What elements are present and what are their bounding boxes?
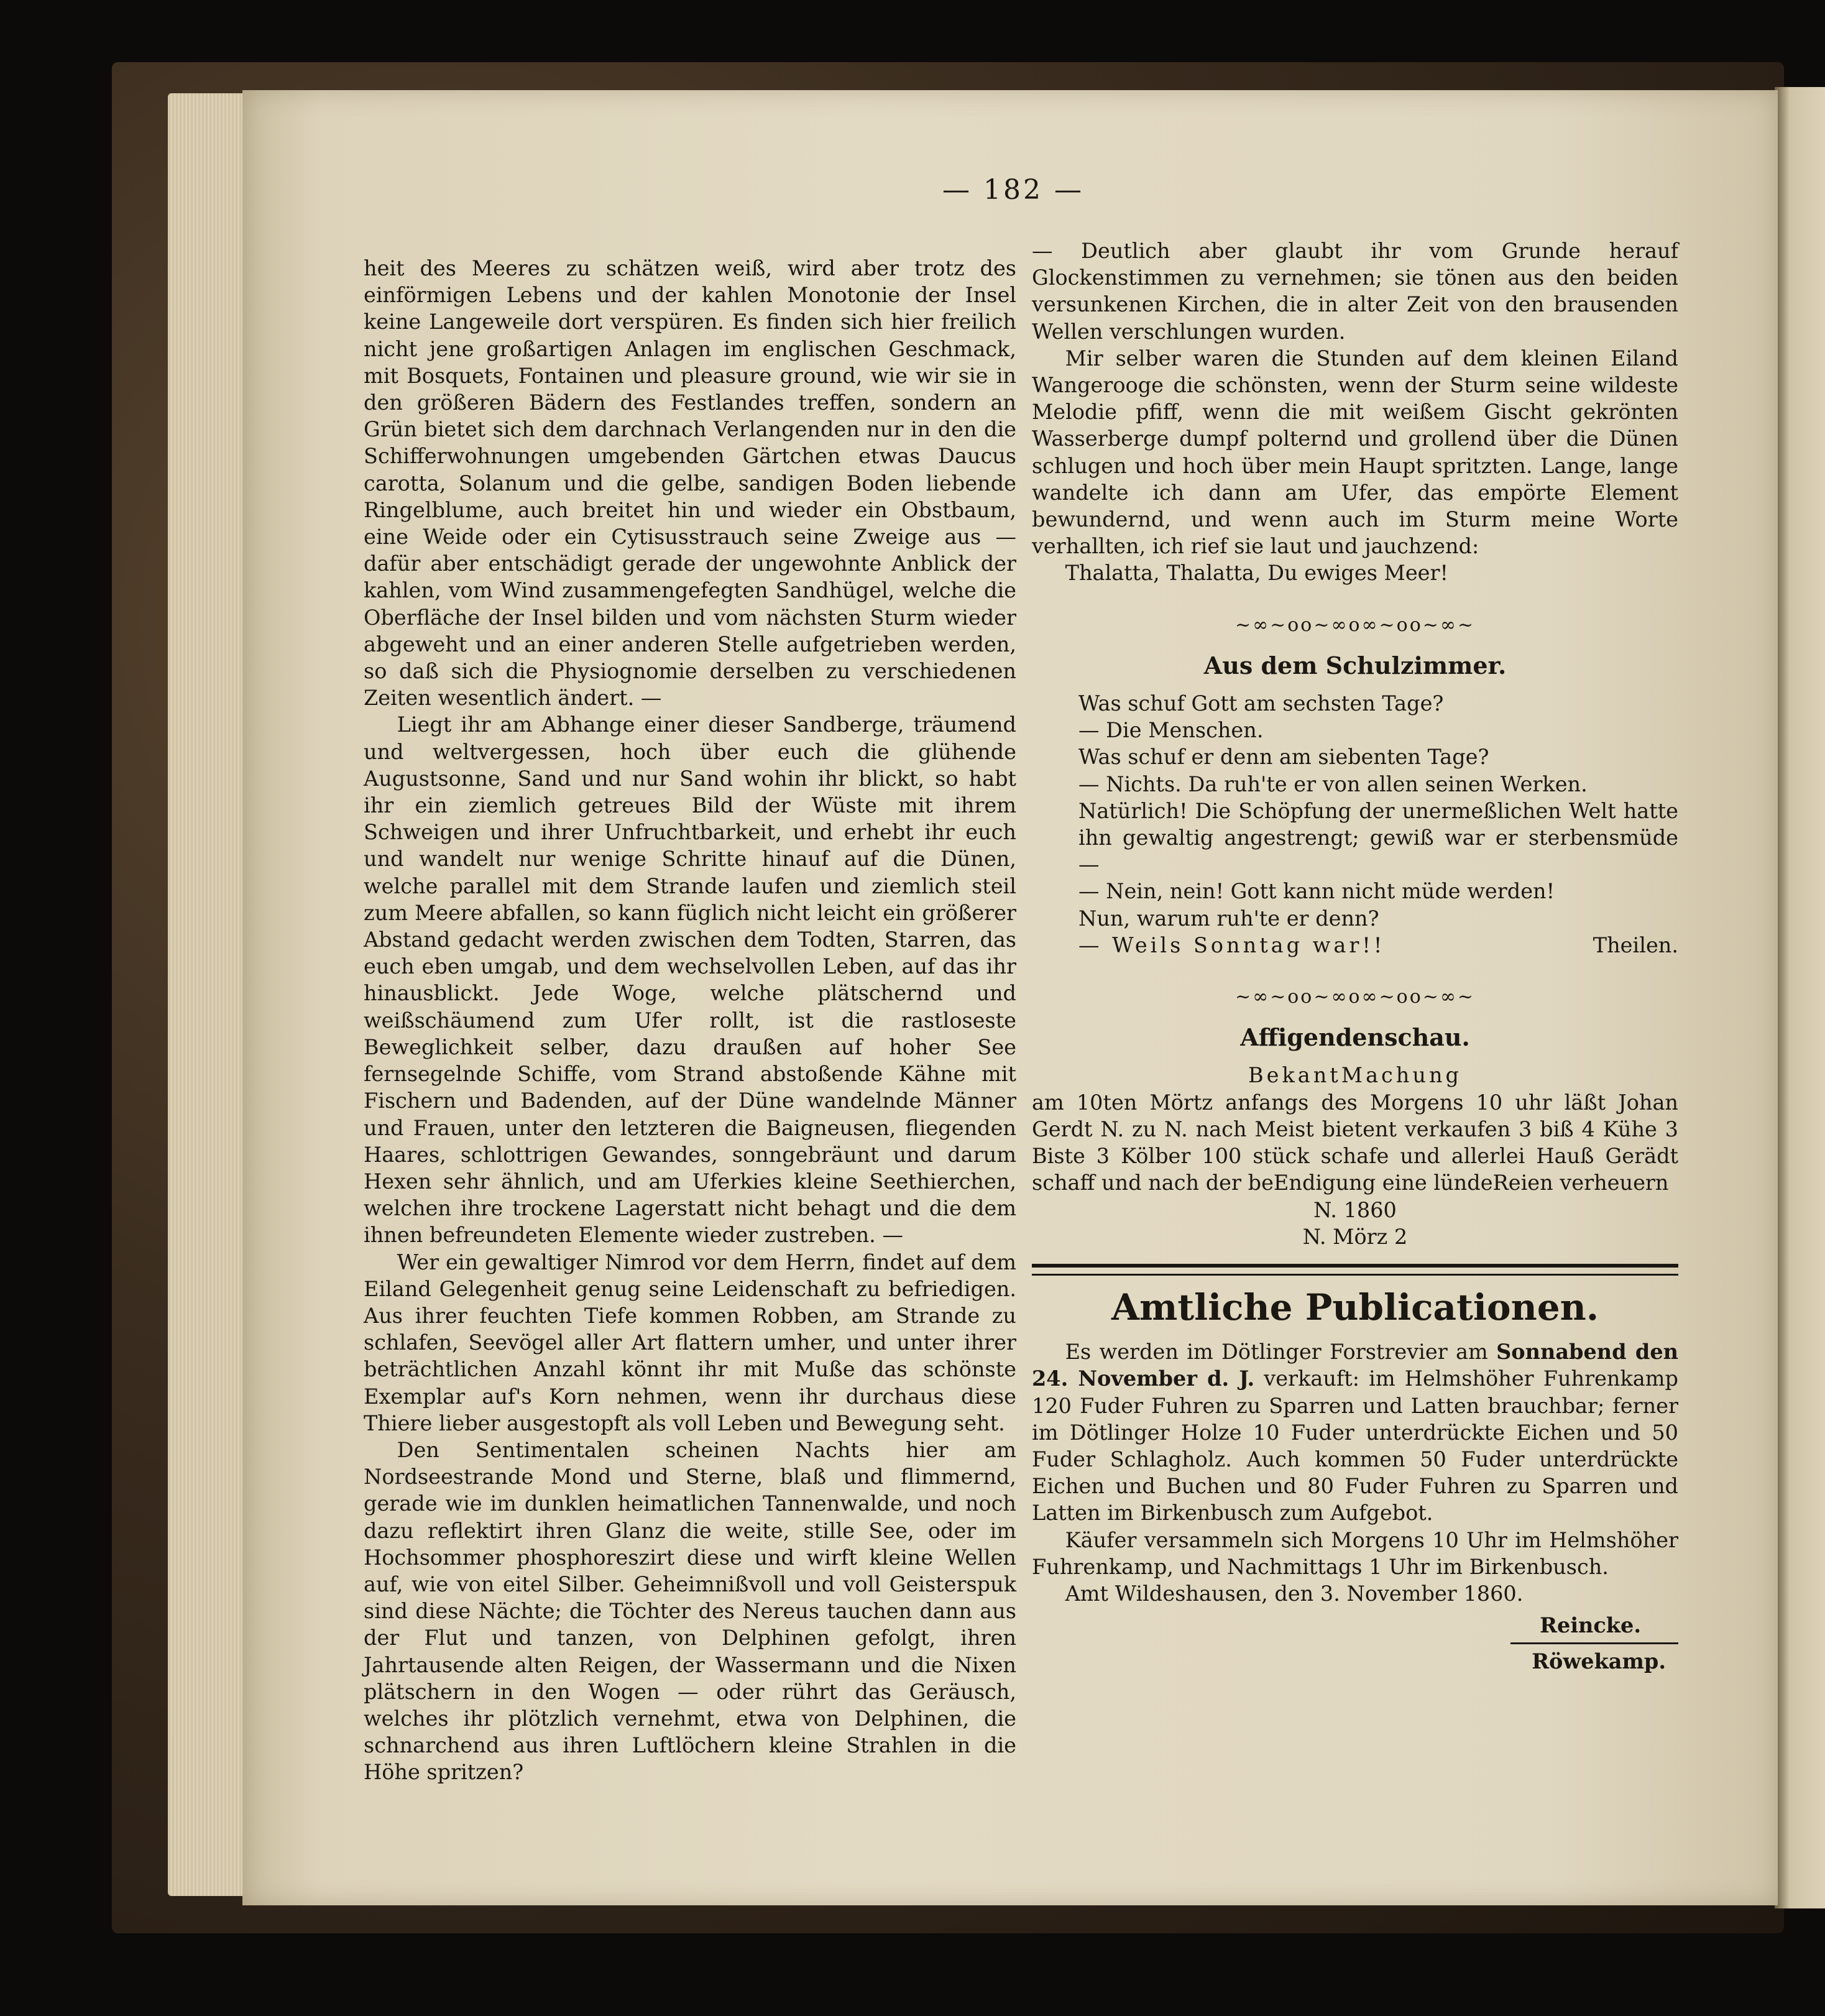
notice-body: am 10ten Mörtz anfangs des Morgens 10 uhr läßt Johan Gerdt N. zu N. nach Meist bietent verkaufen 3 biß 4 Kühe 3 Biste 3 Kölber 100 stück schafe und allerlei Hauß Gerädt schaff und nach der beEndigung eine lündeReien verheuern	[1032, 1090, 1678, 1195]
official-place-date: Amt Wildeshausen, den 3. November 1860.	[1065, 1581, 1524, 1606]
dialog-line: Natürlich! Die Schöpfung der unermeßlichen Welt hatte ihn gewaltig angestrengt; gewiß war er sterbensmüde —	[1078, 798, 1678, 877]
official-signature: Röwekamp.	[1532, 1649, 1666, 1674]
school-dialog	[1032, 690, 1678, 959]
text-span: verkauft: im Helmshöher Fuhrenkamp 120 Fuder Fuhren zu Sparren und Latten brauchbar; ferner im Dötlinger Holze 10 Fuder unterdrückte Eichen und 50 Fuder Schlagholz. Auch kommen 50 Fuder unterdrückte Eichen und Buchen und 80 Fuder Fuhren zu Sparren und Latten im Birkenbusch zum Aufgebot.	[1032, 1366, 1678, 1526]
dialog-line: — Nein, nein! Gott kann nicht müde werden!	[1078, 879, 1555, 904]
paragraph: — Deutlich aber glaubt ihr vom Grunde herauf Glockenstimmen zu vernehmen; sie tönen aus den beiden versunkenen Kirchen, die in alter Zeit von den brausenden Wellen verschlungen wurden.	[1032, 239, 1678, 344]
dialog-line: Was schuf er denn am siebenten Tage?	[1078, 745, 1489, 770]
notice-date-line: N. Mörz 2	[1302, 1224, 1408, 1249]
page-number: — 182 —	[942, 174, 1084, 206]
signature-rule	[1510, 1642, 1678, 1644]
dialog-line: Was schuf Gott am sechsten Tage?	[1078, 691, 1444, 716]
notice-subtitle: BekantMachung	[1248, 1063, 1462, 1088]
official-notice-body: Käufer versammeln sich Morgens 10 Uhr im Helmshöher Fuhrenkamp, und Nachmittags 1 Uhr im Birkenbusch.	[1032, 1527, 1678, 1579]
ornament-divider: ~∞~oo~∞o∞~oo~∞~	[1234, 986, 1476, 1008]
text-span: Es werden im Dötlinger Forstrevier am	[1065, 1340, 1497, 1365]
dialog-line: — Weils Sonntag war!!	[1078, 932, 1386, 957]
dialog-line: — Die Menschen.	[1078, 718, 1264, 743]
official-publications-title: Amtliche Publicationen.	[1111, 1286, 1599, 1328]
dialog-line: Nun, warum ruh'te er denn?	[1078, 906, 1379, 931]
paragraph: heit des Meeres zu schätzen weiß, wird aber trotz des einförmigen Lebens und der kahlen Monotonie der Insel keine Langeweile dort verspüren. Es finden sich hier freilich nicht jene großartigen Anlagen im englischen Geschmack, mit Bosquets, Fontainen und pleasure ground, wie wir sie in den größeren Bädern des Festlandes treffen, sondern an Grün bietet sich dem darchnach Verlangenden nur in den die Schifferwohnungen umgebenden Gärtchen etwas Daucus carotta, Solanum und die gelbe, sandigen Boden liebende Ringelblume, auch breitet hin und wieder ein Obstbaum, eine Weide oder ein Cytisusstrauch seine Zweige aus — dafür aber entschädigt gerade der ungewohnte Anblick der kahlen, vom Wind zusammengefegten Sandhügel, welche die Oberfläche der Insel bilden und vom nächsten Sturm wieder abgeweht und an einer anderen Stelle aufgetrieben werden, so daß sich die Physiognomie derselben zu verschiedenen Zeiten wesentlich ändert. —	[364, 256, 1016, 711]
school-section-title: Aus dem Schulzimmer.	[1203, 651, 1507, 679]
right-column	[1032, 237, 1678, 1675]
paragraph: Wer ein gewaltiger Nimrod vor dem Herrn, findet auf dem Eiland Gelegenheit genug seine Leidenschaft zu befriedigen. Aus ihrer feuchten Tiefe kommen Robben, am Strande zu schlafen, Seevögel aller Art flattern umher, und unter ihrer beträchtlichen Anzahl könnt ihr mit Muße das schönste Exemplar auf's Korn nehmen, wenn ihr durchaus diese Thiere lieber ausgestopft als voll Leben und Bewegung seht.	[364, 1250, 1016, 1435]
dialog-line: — Nichts. Da ruh'te er von allen seinen Werken.	[1078, 771, 1588, 796]
paragraph: Mir selber waren die Stunden auf dem kleinen Eiland Wangerooge die schönsten, wenn der Sturm seine wildeste Melodie pfiff, wenn die mit weißem Gischt gekrönten Wasserberge dumpf polternd und grollend über die Dünen schlugen und hoch über mein Haupt spritzten. Lange, lange wandelte ich dann am Ufer, das empörte Element bewundernd, und wenn auch im Sturm meine Worte verhallten, ich rief sie laut und jauchzend:	[1032, 346, 1678, 559]
ornament-divider: ~∞~oo~∞o∞~oo~∞~	[1234, 614, 1476, 636]
notice-date-line: N. 1860	[1313, 1197, 1397, 1222]
official-signature: Reincke.	[1540, 1613, 1641, 1638]
bold-date: Sonnabend den 24. November d. J.	[1032, 1340, 1678, 1391]
paragraph: Den Sentimentalen scheinen Nachts hier am Nordseestrande Mond und Sterne, blaß und flimmernd, gerade wie im dunklen heimatlichen Tannenwalde, und noch dazu reflektirt ihren Glanz die weite, stille See, oder im Hochsommer phosphoreszirt diese und wirft kleine Wellen auf, wie von eitel Silber. Geheimnißvoll und voll Geisterspuk sind diese Nächte; die Töchter des Nereus tauchen dann aus der Flut und tanzen, von Delphinen gefolgt, ihren Jahrtausende alten Reigen, der Wassermann und die Nixen plätschern in den Wogen — oder rührt das Geräusch, welches ihr plötzlich vernehmt, etwa von Delphinen, die schnarchend aus ihren Luftlöchern kleine Strahlen in die Höhe spritzen?	[364, 1437, 1016, 1785]
notice-section-title: Affigendenschau.	[1240, 1023, 1470, 1052]
paragraph: Liegt ihr am Abhange einer dieser Sandberge, träumend und weltvergessen, hoch über euch die glühende Augustsonne, Sand und nur Sand wohin ihr blickt, so habt ihr ein ziemlich getreues Bild der Wüste mit ihrem Schweigen und ihrer Unfruchtbarkeit, und erhebt ihr euch und wandelt nur wenige Schritte hinauf auf die Dünen, welche parallel mit dem Strande laufen und ziemlich steil zum Meere abfallen, so kann füglich nicht leicht ein größerer Abstand gedacht werden zwischen dem Todten, Starren, das euch eben umgab, und dem wechselvollen Leben, auf das ihr hinausblickt. Jede Woge, welche plätschernd und weißschäumend zum Ufer rollt, ist die rastloseste Beweglichkeit selber, dazu draußen auf hoher See fernsegelnde Schiffe, vom Strand abstoßende Kähne mit Fischern und Badenden, auf der Düne wandelnde Männer und Frauen, unter den letzteren die Baigneusen, fliegenden Haares, schlottrigen Gewandes, sonngebräunt und darum Hexen sehr ähnlich, und am Uferkies kleine Seethierchen, welchen ihre trockene Lagerstatt nicht behagt und die dem ihnen befreundeten Elemente wieder zustreben. —	[364, 712, 1016, 1248]
double-rule-divider	[1032, 1264, 1678, 1276]
dialog-final-line	[1078, 932, 1678, 959]
poem-line: Thalatta, Thalatta, Du ewiges Meer!	[1065, 561, 1448, 586]
facing-page-edge	[1775, 87, 1825, 1908]
page-block-edge	[168, 93, 249, 1896]
official-notice-body	[1032, 1338, 1678, 1526]
author-signature: Theilen.	[1593, 932, 1678, 957]
left-column	[364, 255, 1016, 1786]
